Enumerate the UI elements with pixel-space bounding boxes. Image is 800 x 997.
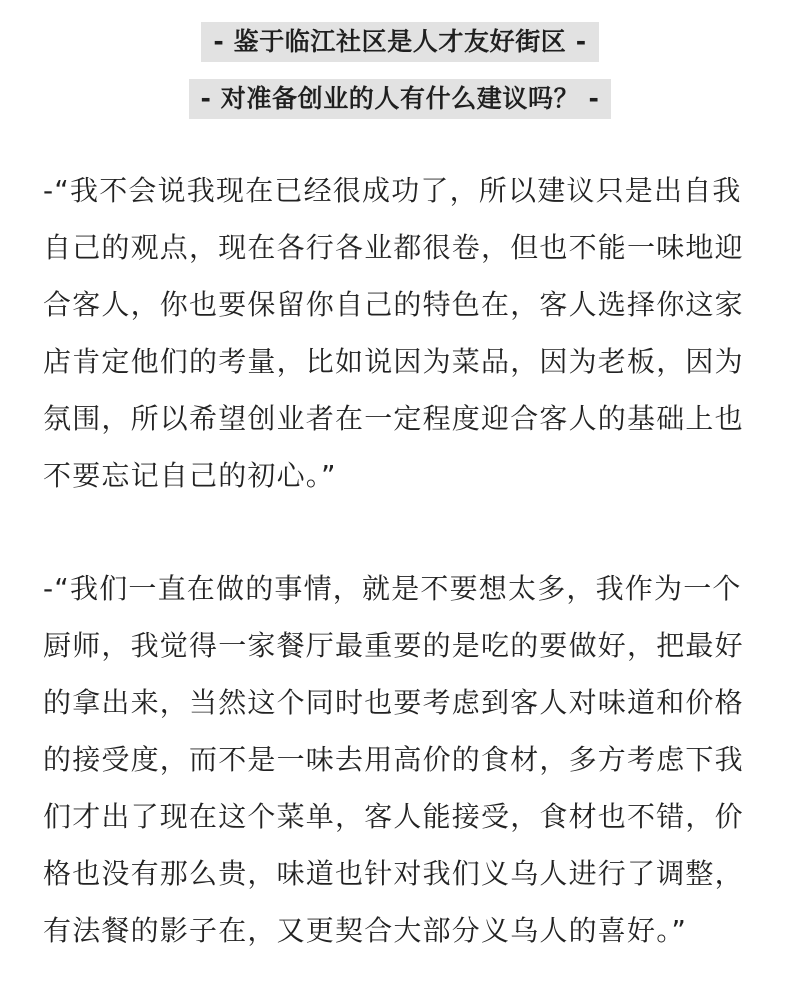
section-heading-1: - 鉴于临江社区是人才友好街区 -	[201, 22, 598, 62]
article-body	[43, 162, 757, 959]
section-heading-2: - 对准备创业的人有什么建议吗？ -	[189, 79, 612, 119]
section-headings	[43, 22, 757, 119]
quote-paragraph-1: -“我不会说我现在已经很成功了，所以建议只是出自我自己的观点，现在各行各业都很卷，但也不能一味地迎合客人，你也要保留你自己的特色在，客人选择你这家店肯定他们的考量，比如说因为菜品，因为老板，因为氛围，所以希望创业者在一定程度迎合客人的基础上也不要忘记自己的初心。”	[43, 174, 744, 492]
quote-paragraph-2: -“我们一直在做的事情，就是不要想太多，我作为一个厨师，我觉得一家餐厅最重要的是吃的要做好，把最好的拿出来，当然这个同时也要考虑到客人对味道和价格的接受度，而不是一味去用高价的食材，多方考虑下我们才出了现在这个菜单，客人能接受，食材也不错，价格也没有那么贵，味道也针对我们义乌人进行了调整，有法餐的影子在，又更契合大部分义乌人的喜好。”	[43, 572, 744, 947]
